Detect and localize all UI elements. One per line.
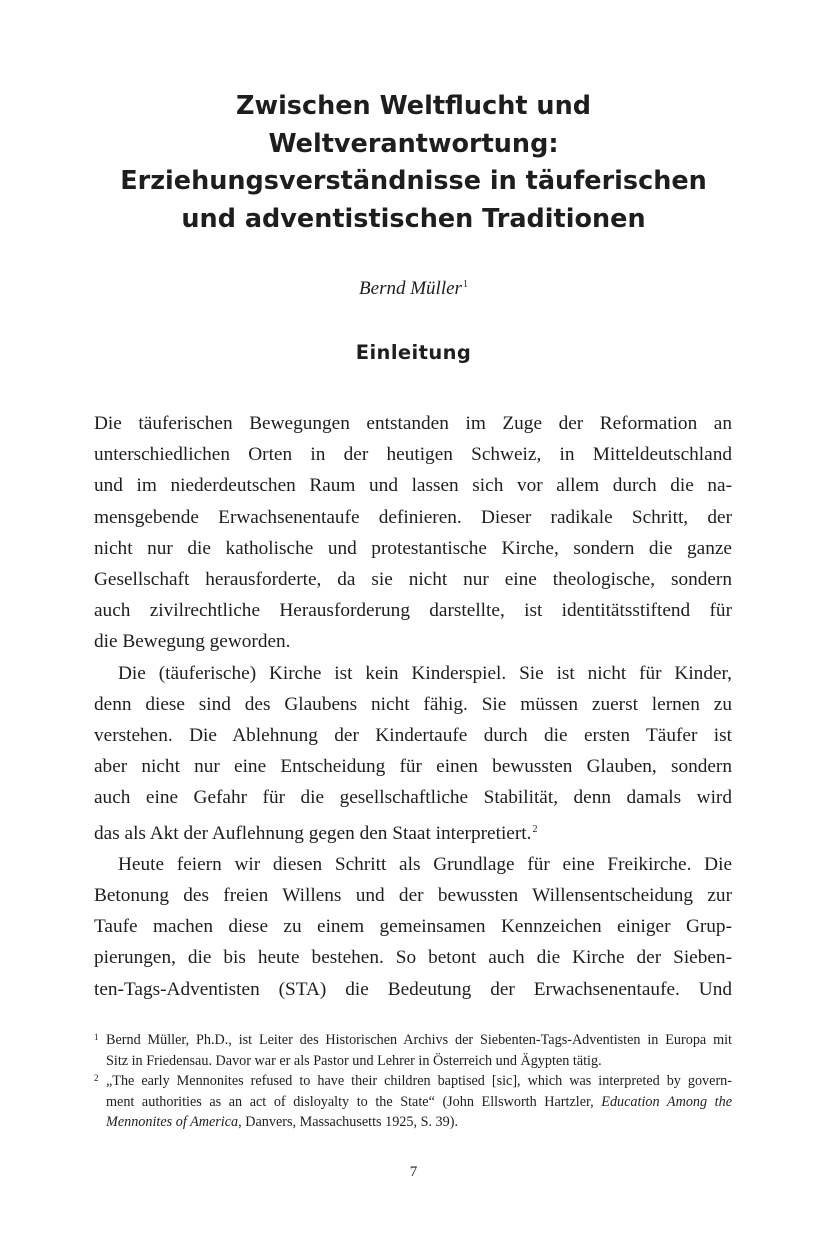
- text-line: nicht nur die katholische und protestantische Kirche, sondern die ganze: [94, 537, 732, 559]
- author-name: Bernd Müller: [359, 278, 462, 299]
- footnote-line: [106, 1092, 732, 1113]
- footnote-reference: 2: [532, 823, 538, 835]
- text-line: ten-Tags-Adventisten (STA) die Bedeutung der Erwachsenentaufe. Und: [94, 978, 732, 1000]
- title-line: Erziehungsverständnisse in täuferischen: [120, 166, 707, 196]
- text-line-content: das als Akt der Auflehnung gegen den Staat interpretiert.: [94, 822, 532, 844]
- footnote-number: 1: [94, 1032, 99, 1042]
- body-text: [94, 408, 732, 1005]
- page-number: 7: [409, 1164, 418, 1180]
- text-line: Die (täuferische) Kirche ist kein Kinderspiel. Sie ist nicht für Kinder,: [118, 662, 732, 684]
- text-line: unterschiedlichen Orten in der heutigen Schweiz, in Mitteldeutschland: [94, 444, 732, 466]
- footnote-line: [106, 1112, 732, 1133]
- text-line: Taufe machen diese zu einem gemeinsamen Kennzeichen einiger Grup-: [94, 916, 732, 938]
- footnote-reference: 1: [462, 279, 468, 290]
- footnote-number: 2: [94, 1073, 99, 1084]
- footnotes: [94, 1030, 732, 1133]
- footnote-text: ment authorities as an act of disloyalty to the State“ (John Ellsworth Hartzler,: [106, 1093, 602, 1110]
- text-line: Heute feiern wir diesen Schritt als Grundlage für eine Freikirche. Die: [118, 853, 732, 875]
- text-line: verstehen. Die Ablehnung der Kindertaufe durch die ersten Täufer ist: [94, 725, 732, 747]
- text-line: Betonung des freien Willens und der bewussten Willensentscheidung zur: [94, 885, 732, 907]
- text-line: mensgebende Erwachsenentaufe definieren. Dieser radikale Schritt, der: [94, 506, 732, 528]
- author-line: [0, 272, 827, 302]
- title-line: Weltverantwortung:: [268, 128, 559, 159]
- text-line: Die täuferischen Bewegungen entstanden im Zuge der Reformation an: [94, 413, 732, 434]
- book-title: Mennonites of America: [106, 1114, 239, 1131]
- paragraph: [94, 849, 732, 1005]
- book-title: Education Among the: [601, 1093, 732, 1110]
- footnote: [94, 1071, 732, 1133]
- text-line: die Bewegung geworden.: [94, 631, 291, 653]
- footnote-line: „The early Mennonites refused to have their children baptised [sic], which was interpreted by govern-: [106, 1073, 732, 1090]
- paragraph: [94, 408, 732, 658]
- footnote-line: Bernd Müller, Ph.D., ist Leiter des Historischen Archivs der Siebenten-Tags-Adventisten in Europa mit: [106, 1032, 732, 1048]
- footnote-text: , Danvers, Massachusetts 1925, S. 39).: [238, 1114, 459, 1131]
- text-line: auch zivilrechtliche Herausforderung darstellte, ist identitätsstiftend für: [94, 600, 732, 622]
- title-line: Zwischen Weltflucht und: [236, 91, 591, 121]
- text-line: [94, 814, 732, 849]
- text-line: auch eine Gefahr für die gesellschaftliche Stabilität, denn damals wird: [94, 787, 732, 809]
- title-line: und adventistischen Traditionen: [181, 203, 646, 234]
- chapter-title: [70, 88, 757, 238]
- text-line: aber nicht nur eine Entscheidung für einen bewussten Glauben, sondern: [94, 756, 732, 778]
- text-line: und im niederdeutschen Raum und lassen sich vor allem durch die na-: [94, 475, 732, 497]
- footnote-line: Sitz in Friedensau. Davor war er als Pastor und Lehrer in Österreich und Ägypten tätig.: [106, 1052, 602, 1069]
- paragraph: [94, 658, 732, 849]
- footnote: [94, 1030, 732, 1071]
- text-line: Gesellschaft herausforderte, da sie nicht nur eine theologische, sondern: [94, 569, 732, 591]
- text-line: denn diese sind des Glaubens nicht fähig. Sie müssen zuerst lernen zu: [94, 693, 732, 715]
- text-line: pierungen, die bis heute bestehen. So betont auch die Kirche der Sieben-: [94, 947, 732, 969]
- section-heading: Einleitung: [355, 341, 472, 364]
